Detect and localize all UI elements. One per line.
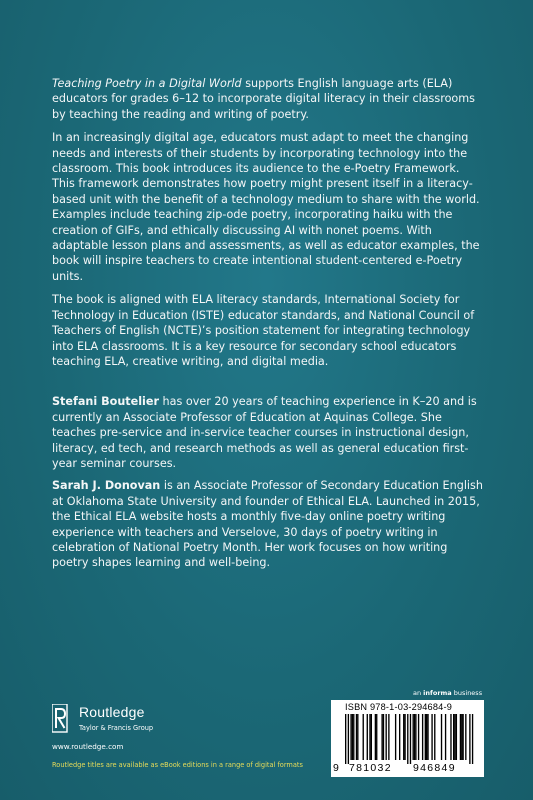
barcode-bar — [422, 714, 423, 760]
barcode-bar — [413, 714, 414, 760]
author-bios — [52, 394, 484, 570]
barcode-bar — [399, 714, 400, 760]
barcode-bar — [410, 714, 411, 764]
barcode-bar — [414, 714, 415, 760]
barcode-bar — [345, 714, 346, 764]
barcode-bar — [356, 714, 357, 760]
informa-brand: informa — [423, 689, 452, 697]
standards-paragraph: The book is aligned with ELA literacy standards, International Society for Technology in Education (ISTE) educator standards, and National Council of Teachers of English (NCTE)’s position statement for integrating technology into ELA classrooms. It is a key resource for secondary school educators teaching ELA, creative writing, and digital media. — [52, 293, 475, 368]
barcode-bar — [357, 714, 358, 760]
routledge-logo-icon — [52, 704, 72, 734]
barcode-bar — [350, 714, 351, 760]
author-name: Sarah J. Donovan — [52, 479, 161, 493]
book-title: Teaching Poetry in a Digital World — [52, 77, 242, 90]
barcode-bars — [339, 714, 477, 764]
barcode-bar — [403, 714, 404, 760]
author-bio-text: has over 20 years of teaching experience in K–20 and is currently an Associate Professor of Education at Aquinas College. She teaches pre-service and in-service teacher courses in instructional design, literacy, ed tech, and research methods as well as general education first-year seminar courses. — [52, 395, 477, 470]
barcode-bar — [427, 714, 428, 760]
barcode-bar — [348, 714, 349, 764]
barcode-bar — [381, 714, 382, 760]
barcode-bar — [375, 714, 376, 760]
author-bio-text: is an Associate Professor of Secondary Education English at Oklahoma State University and founder of Ethical ELA. Launched in 2015, the Ethical ELA website hosts a monthly five-day online poetry writing experience with teachers and Verselove, 30 days of poetry writing in celebration of National Poetry Month. Her work focuses on how writing poetry shapes learning and well-being. — [52, 479, 483, 570]
barcode-bar — [425, 714, 426, 760]
barcode-bar — [469, 714, 470, 764]
barcode-bar — [461, 714, 462, 760]
barcode-bar — [456, 714, 457, 760]
intro-paragraph — [52, 76, 484, 122]
barcode-bar — [388, 714, 389, 760]
barcode-bar — [418, 714, 419, 760]
isbn-barcode — [331, 700, 484, 777]
barcode-bar — [386, 714, 387, 760]
barcode-bar — [441, 714, 442, 760]
author-bio — [52, 394, 484, 471]
informa-tagline: an informa business — [413, 689, 483, 697]
barcode-bar — [431, 714, 432, 760]
barcode-bar — [465, 714, 466, 760]
barcode-bar — [462, 714, 463, 760]
barcode-bar — [407, 714, 408, 764]
barcode-bar — [367, 714, 368, 760]
barcode-bar — [363, 714, 364, 760]
intro-text: supports English language arts (ELA) educators for grades 6–12 to incorporate digital literacy in their classrooms by teaching the reading and writing of poetry. — [52, 77, 475, 121]
publisher-url[interactable]: www.routledge.com — [52, 742, 124, 751]
publisher-name: Routledge — [79, 704, 145, 720]
barcode-bar — [445, 714, 446, 760]
barcode-bar — [352, 714, 353, 760]
barcode-bar — [472, 714, 473, 764]
barcode-bar — [383, 714, 384, 760]
ebook-availability-note: Routledge titles are available as eBook editions in a range of digital formats — [52, 761, 303, 769]
isbn-label: ISBN 978-1-03-294684-9 — [345, 702, 453, 712]
author-bio — [52, 478, 484, 570]
barcode-digits — [333, 762, 483, 774]
blurb — [52, 76, 484, 578]
barcode-bar — [369, 714, 370, 760]
barcode-bar — [434, 714, 435, 760]
barcode-bar — [353, 714, 354, 760]
description-paragraph: In an increasingly digital age, educators must adapt to meet the changing needs and interests of their students by incorporating technology into the classroom. This book introduces its audience to the e-Poetry Framework. This framework demonstrates how poetry might present itself in a literacy-based unit with the benefit of a technology medium to share with the world. Examples include teaching zip-ode poetry, incorporating haiku with the creation of GIFs, and ethically discussing AI with nonet poems. With adaptable lesson plans and assessments, as well as educator examples, the book will inspire teachers to create intentional student-centered e-Poetry units. — [52, 131, 480, 283]
author-name: Stefani Boutelier — [52, 395, 159, 409]
barcode-bar — [371, 714, 372, 760]
barcode-bar — [415, 714, 416, 760]
barcode-bar — [453, 714, 454, 760]
publisher-block — [52, 703, 212, 753]
barcode-bar — [404, 714, 405, 760]
barcode-bar — [460, 714, 461, 760]
barcode-bar — [450, 714, 451, 760]
barcode-bar — [426, 714, 427, 760]
barcode-digit-group: 946849 — [413, 762, 456, 774]
barcode-bar — [454, 714, 455, 760]
publisher-group: Taylor & Francis Group — [79, 724, 154, 732]
barcode-digit-first: 9 — [333, 762, 339, 774]
barcode-digit-group: 781032 — [349, 762, 392, 774]
barcode-bar — [376, 714, 377, 760]
barcode-bar — [395, 714, 396, 760]
